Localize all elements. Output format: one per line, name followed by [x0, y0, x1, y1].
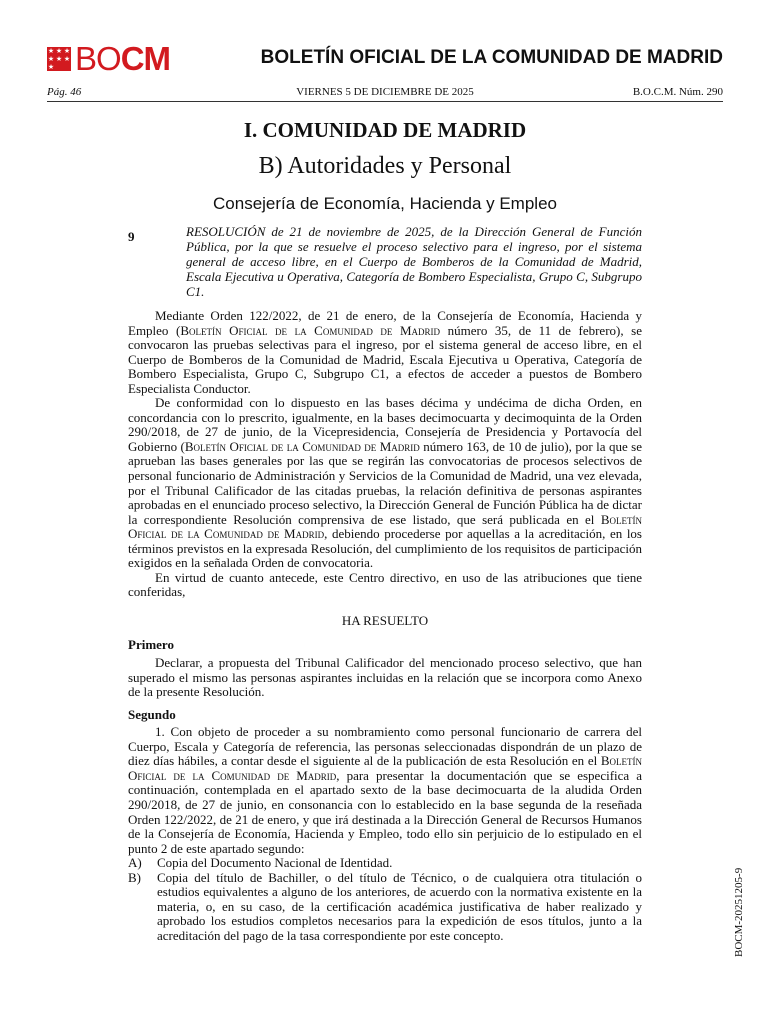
resolved-heading: HA RESUELTO — [341, 612, 429, 628]
bocm-logo — [47, 40, 171, 77]
section-level1: I. COMUNIDAD DE MADRID — [243, 118, 527, 142]
logo-cm: CM — [120, 40, 171, 77]
list-item: A) Copia del Documento Nacional de Identidad. — [128, 855, 393, 871]
article-number: 9 — [128, 229, 135, 244]
issue-date: VIERNES 5 DE DICIEMBRE DE 2025 — [296, 86, 474, 98]
article-title: RESOLUCIÓN de 21 de noviembre de 2025, de la Dirección General de Función Pública, por la que se resuelve el proceso selectivo para el ingreso, por el sistema general de acceso libre, en el Cuerpo de Bomberos de la Comunidad de Madrid, Escala Ejecutiva u Operativa, Categoría de Bombero Especialista, Grupo C, Subgrupo C1. — [186, 224, 642, 299]
paragraph-2: De conformidad con lo dispuesto en las bases décima y undécima de dicha Orden, en concordancia con lo prescrito, igualmente, en la bases decimocuarta y decimoquinta de la Orden 290/2018, de 27 de junio, de la Vicepresidencia, Consejería de Presidencia y Portavocía del Gobierno (Boletín Oficial de la Comunidad de Madrid número 163, de 10 de julio), por la que se aprueban las bases generales por las que se regirán las convocatorias de procesos selectivos de personal funcionario de Administración y Servicios de la Comunidad de Madrid, una vez elevada, por el Tribunal Calificador de las citadas pruebas, la relación definitiva de personas aspirantes aprobadas en el enunciado proceso selectivo, la Dirección General de Función Pública ha de dictar la correspondiente Resolución comprensiva de ese listado, que será publicada en el Boletín Oficial de la Comunidad de Madrid, debiendo procederse por aquellas a la acreditación, en los términos previstos en la expresada Resolución, del cumplimiento de los requisitos de participación exigidos en la señalada Orden de convocatoria. — [128, 395, 642, 571]
document-body — [128, 309, 642, 943]
header-divider — [47, 101, 723, 102]
issue-number: B.O.C.M. Núm. 290 — [632, 86, 723, 98]
section-level2: B) Autoridades y Personal — [258, 153, 512, 179]
list-item: B) Copia del título de Bachiller, o del título de Técnico, o de cualquiera otra titulación o estudios equivalentes a alguno de los anteriores, de acuerdo con la normativa existente en la materia, o, en su caso, de la certificación académica justificativa de haber realizado y aprobado los estudios completos necesarios para la expedición de esos títulos, junto a la acreditación del pago de la tasa correspondiente por este concepto. — [128, 869, 642, 943]
paragraph-5: 1. Con objeto de proceder a su nombramiento como personal funcionario de carrera del Cuerpo, Escala y Categoría de referencia, las personas seleccionadas dispondrán de un plazo de diez días hábiles, a contar desde el siguiente al de la publicación de esta Resolución en el Boletín Oficial de la Comunidad de Madrid, para presentar la documentación que se especifica a continuación, contemplada en el apartado sexto de la base decimocuarta de la aludida Orden 290/2018, de 27 de junio, en consonancia con lo establecido en la base segunda de la reseñada Orden 122/2022, de 21 de enero, y que irá destinada a la Dirección General de Recursos Humanos de la Consejería de Economía, Hacienda y Empleo, todo ello sin perjuicio de lo estipulado en el punto 2 de este apartado segundo: — [128, 724, 642, 856]
madrid-stars-icon: ★ ★ ★ ★ ★ ★ ★ — [47, 47, 71, 71]
paragraph-1: Mediante Orden 122/2022, de 21 de enero, de la Consejería de Economía, Hacienda y Empleo (Boletín Oficial de la Comunidad de Madrid número 35, de 11 de febrero), se convocaron las pruebas selectivas para el ingreso, por el sistema general de acceso libre, en el Cuerpo de Bomberos de la Comunidad de Madrid, Escala Ejecutiva u Operativa, Categoría de Bombero Especialista, Grupo C, Subgrupo C1, a efectos de acceder a puestos de Bombero Especialista Conductor. — [128, 308, 643, 396]
page-number: Pág. 46 — [47, 86, 82, 98]
bulletin-title: BOLETÍN OFICIAL DE LA COMUNIDAD DE MADRID — [260, 47, 723, 68]
paragraph-4: Declarar, a propuesta del Tribunal Calificador del mencionado proceso selectivo, que han superado el mismo las personas aspirantes incluidas en la relación que se incorpora como Anexo de la presente Resolución. — [128, 655, 642, 700]
document-list — [128, 856, 642, 943]
paragraph-3: En virtud de cuanto antecede, este Centro directivo, en uso de las atribuciones que tiene conferidas, — [128, 569, 642, 600]
heading-segundo: Segundo — [128, 706, 176, 722]
heading-primero: Primero — [128, 637, 174, 653]
side-code: BOCM-20251205-9 — [733, 867, 745, 957]
section-level3: Consejería de Economía, Hacienda y Empleo — [213, 194, 557, 213]
logo-bo: BO — [75, 40, 121, 77]
